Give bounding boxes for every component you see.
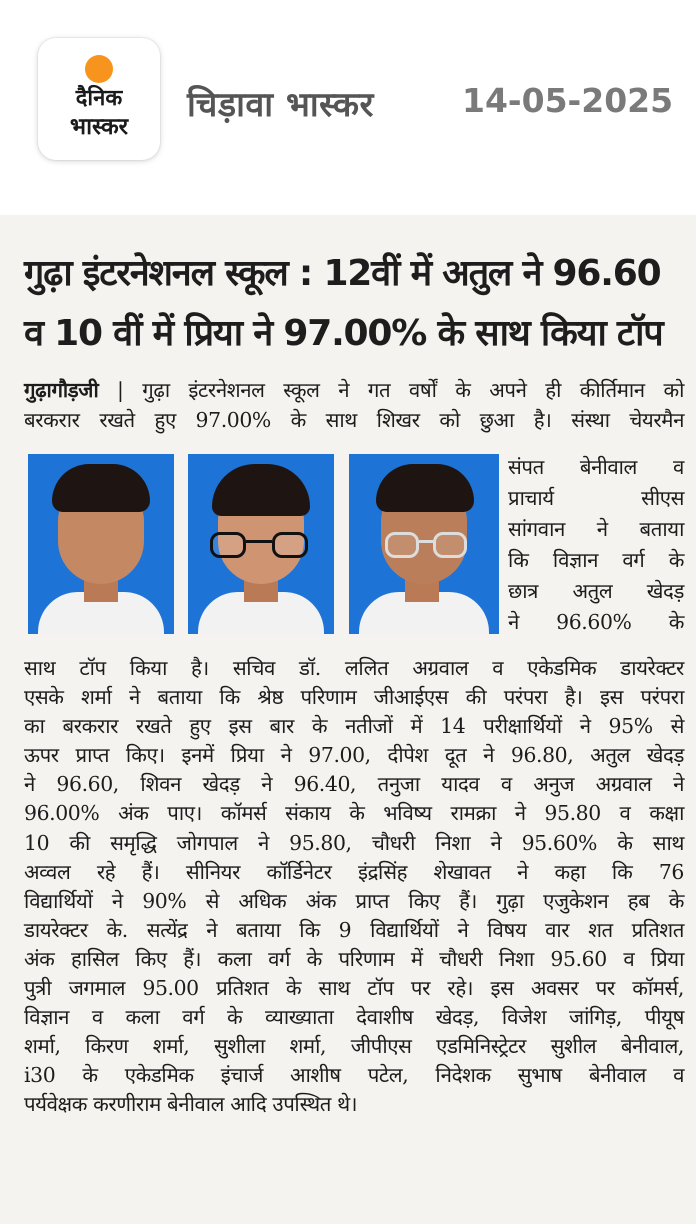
headline <box>24 244 692 364</box>
article-line: बरकरार रखते हुए 97.00% के साथ शिखर को छुआ है। संस्था चेयरमैन <box>24 407 684 432</box>
article-line: कि विज्ञान वर्ग के <box>508 548 684 572</box>
glasses-icon <box>210 532 314 558</box>
glasses-icon <box>385 532 469 558</box>
article-line: का बरकरार रखते हुए इस बार के नतीजों में 14 परीक्षार्थियों ने 95% से <box>24 714 684 739</box>
dateline: गुढ़ागौड़जी <box>24 378 99 402</box>
article-line: एसके शर्मा ने बताया कि श्रेष्ठ परिणाम जीआईएस की परंपरा है। इस परंपरा <box>24 685 684 710</box>
article-line: छात्र अतुल खेदड़ <box>508 579 684 603</box>
article-line <box>24 376 684 406</box>
sun-icon <box>85 55 113 83</box>
post-date: 14-05-2025 <box>462 81 674 120</box>
article-line: साथ टॉप किया है। सचिव डॉ. ललित अग्रवाल व एकेडमिक डायरेक्टर <box>24 656 684 680</box>
article-line: 10 की समृद्धि जोगपाल ने 95.80, चौधरी निशा ने 95.60% के साथ <box>24 830 684 855</box>
article-line: विज्ञान व कला वर्ग के व्याख्याता देवाशीष खेदड़, विजेश जांगिड़, पीयूष <box>24 1005 684 1030</box>
logo-text-line2: भास्कर <box>69 114 129 140</box>
article-line: ने 96.60% के <box>508 610 684 634</box>
article-lead <box>24 376 684 435</box>
article-line: ने 96.60, शिवन खेदड़ ने 96.40, तनुजा यादव व अनुज अग्रवाल ने <box>24 772 684 797</box>
lead-first-text: | गुढ़ा इंटरनेशनल स्कूल ने गत वर्षों के अपने ही कीर्तिमान को <box>98 378 684 402</box>
article-line: ऊपर प्राप्त किए। इनमें प्रिया ने 97.00, दीपेश दूत ने 96.80, अतुल खेदड़ <box>24 743 684 768</box>
article-line: पर्यवेक्षक करणीराम बेनीवाल आदि उपस्थित थे। <box>24 1092 358 1117</box>
article-body <box>24 654 684 1120</box>
student-photo-priya <box>188 454 334 634</box>
article-line: प्राचार्य सीएस <box>508 486 684 510</box>
logo-text-line1: दैनिक <box>75 86 123 111</box>
article-line: i30 के एकेडमिक इंचार्ज आशीष पटेल, निदेशक सुभाष बेनीवाल व <box>24 1063 684 1088</box>
post-header <box>0 0 696 200</box>
headline-line: व 10 वीं में प्रिया ने 97.00% के साथ किया टॉप <box>24 313 663 354</box>
article-line: सांगवान ने बताया <box>508 517 684 541</box>
article-line: डायरेक्टर के. सत्येंद्र ने बताया कि 9 विद्यार्थियों ने विषय वार शत प्रतिशत <box>24 917 684 942</box>
article-line: संपत बेनीवाल व <box>508 455 684 479</box>
article-line: शर्मा, किरण शर्मा, सुशीला शर्मा, जीपीएस एडमिनिस्ट्रेटर सुशील बेनीवाल, <box>24 1034 684 1059</box>
article-line: विद्यार्थियों ने 90% से अधिक अंक प्राप्त किए हैं। गुढ़ा एजुकेशन हब के <box>24 888 684 913</box>
edition-name: चिड़ावा भास्कर <box>187 85 374 125</box>
student-photo-atul <box>28 454 174 634</box>
article-line: 96.00% अंक पाए। कॉमर्स संकाय के भविष्य रामक्रा ने 95.80 व कक्षा <box>24 801 684 826</box>
article-line: अंक हासिल किए हैं। कला वर्ग के परिणाम में चौधरी निशा 95.60 व प्रिया <box>24 946 684 971</box>
student-photo-third <box>349 454 499 634</box>
article-line: पुत्री जगमाल 95.00 प्रतिशत के साथ टॉप पर रहे। इस अवसर पर कॉमर्स, <box>24 976 684 1001</box>
headline-line: गुढ़ा इंटरनेशनल स्कूल : 12वीं में अतुल ने 96.60 <box>24 253 661 294</box>
article-side-column <box>508 452 684 638</box>
article-line: अव्वल रहे हैं। सीनियर कॉर्डिनेटर इंद्रसिंह शेखावत ने कहा कि 76 <box>24 859 684 884</box>
dainik-bhaskar-logo[interactable] <box>38 38 160 160</box>
